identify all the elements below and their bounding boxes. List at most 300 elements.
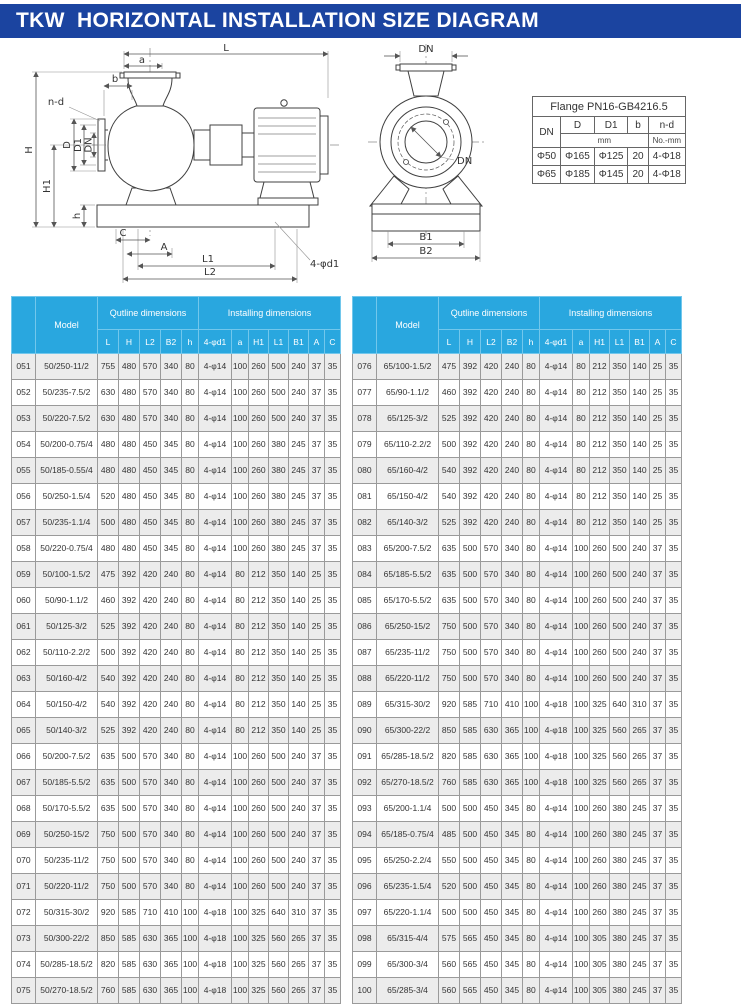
table-row	[533, 148, 686, 166]
table-row	[12, 926, 341, 952]
value-cell: 240	[630, 588, 650, 614]
value-cell: 560	[610, 744, 630, 770]
value-cell: 37	[309, 822, 325, 848]
row-number-cell: 097	[353, 900, 377, 926]
value-cell: 480	[119, 354, 140, 380]
value-cell: 500	[269, 822, 289, 848]
value-cell: 212	[249, 718, 269, 744]
model-cell: 65/235-11/2	[377, 640, 439, 666]
table-row	[353, 796, 682, 822]
value-cell: 212	[590, 484, 610, 510]
group-header-installing: Installing dimensions	[540, 297, 682, 330]
value-cell: 4-φ14	[540, 848, 573, 874]
value-cell: 260	[249, 848, 269, 874]
value-cell: 350	[269, 692, 289, 718]
table-row	[353, 614, 682, 640]
value-cell: 585	[460, 744, 481, 770]
value-cell: 480	[119, 432, 140, 458]
value-cell: 260	[249, 510, 269, 536]
row-number-cell: 085	[353, 588, 377, 614]
value-cell: 345	[161, 484, 182, 510]
table-row	[12, 614, 341, 640]
row-number-cell: 053	[12, 406, 36, 432]
pump-and-motor-outline	[97, 72, 328, 227]
value-cell: 100	[573, 640, 590, 666]
value-cell: 500	[98, 510, 119, 536]
value-cell: 635	[439, 562, 460, 588]
value-cell: 80	[182, 484, 199, 510]
value-cell: 35	[325, 692, 341, 718]
model-cell: 50/160-4/2	[36, 666, 98, 692]
col-header-L2: L2	[481, 330, 502, 354]
model-cell: 50/90-1.1/2	[36, 588, 98, 614]
dim-label-a: a	[138, 55, 146, 66]
value-cell: 100	[232, 770, 249, 796]
value-cell: 240	[289, 796, 309, 822]
value-cell: 480	[119, 458, 140, 484]
value-cell: 35	[325, 484, 341, 510]
value-cell: 585	[119, 978, 140, 1004]
value-cell: 350	[269, 562, 289, 588]
value-cell: 380	[610, 926, 630, 952]
value-cell: 35	[666, 640, 682, 666]
row-number-cell: Φ65	[533, 166, 561, 184]
value-cell: 4-φ14	[540, 354, 573, 380]
value-cell: 35	[325, 614, 341, 640]
value-cell: 820	[98, 952, 119, 978]
model-cell: 50/140-3/2	[36, 718, 98, 744]
value-cell: 100	[573, 926, 590, 952]
value-cell: 260	[249, 770, 269, 796]
spec-table-right-body	[353, 354, 682, 1004]
col-header-L: L	[439, 330, 460, 354]
table-row	[353, 952, 682, 978]
value-cell: 25	[650, 458, 666, 484]
value-cell: 450	[140, 536, 161, 562]
table-row	[353, 406, 682, 432]
model-cell: 65/220-11/2	[377, 666, 439, 692]
value-cell: 140	[630, 354, 650, 380]
value-cell: 100	[523, 770, 540, 796]
table-row	[353, 510, 682, 536]
value-cell: 392	[460, 484, 481, 510]
value-cell: 570	[140, 744, 161, 770]
value-cell: 635	[439, 536, 460, 562]
value-cell: 340	[161, 796, 182, 822]
value-cell: 585	[460, 770, 481, 796]
row-number-cell: 055	[12, 458, 36, 484]
value-cell: 37	[650, 588, 666, 614]
value-cell: 4-φ14	[540, 380, 573, 406]
value-cell: 80	[573, 510, 590, 536]
value-cell: 35	[325, 718, 341, 744]
col-header-B2: B2	[161, 330, 182, 354]
row-number-cell: 068	[12, 796, 36, 822]
value-cell: 25	[309, 692, 325, 718]
value-cell: 420	[481, 380, 502, 406]
value-cell: 570	[481, 562, 502, 588]
value-cell: 345	[161, 432, 182, 458]
value-cell: 570	[140, 770, 161, 796]
row-number-cell: 078	[353, 406, 377, 432]
value-cell: 450	[481, 848, 502, 874]
value-cell: 80	[523, 640, 540, 666]
col-header-B1: B1	[630, 330, 650, 354]
value-cell: 500	[269, 354, 289, 380]
value-cell: 750	[439, 614, 460, 640]
value-cell: 630	[481, 718, 502, 744]
row-number-cell: 065	[12, 718, 36, 744]
value-cell: 500	[269, 874, 289, 900]
value-cell: 35	[666, 744, 682, 770]
value-cell: 305	[590, 978, 610, 1004]
value-cell: 240	[289, 848, 309, 874]
value-cell: 100	[232, 484, 249, 510]
value-cell: 450	[481, 900, 502, 926]
value-cell: 392	[460, 354, 481, 380]
model-cell: 50/170-5.5/2	[36, 796, 98, 822]
model-cell: 50/150-4/2	[36, 692, 98, 718]
dim-label-L: L	[223, 43, 229, 54]
value-cell: 4-φ14	[540, 432, 573, 458]
row-number-cell: Φ50	[533, 148, 561, 166]
value-cell: 35	[666, 822, 682, 848]
suction-pipe	[128, 78, 172, 106]
value-cell: 245	[289, 536, 309, 562]
value-cell: 500	[119, 744, 140, 770]
table-row	[353, 926, 682, 952]
value-cell: 630	[140, 952, 161, 978]
value-cell: 450	[140, 458, 161, 484]
value-cell: Φ145	[594, 166, 628, 184]
value-cell: 100	[573, 588, 590, 614]
value-cell: 245	[630, 822, 650, 848]
value-cell: 80	[523, 432, 540, 458]
table-row	[353, 848, 682, 874]
value-cell: 240	[289, 406, 309, 432]
pump-side-view-drawing	[12, 40, 357, 288]
value-cell: 260	[590, 848, 610, 874]
value-cell: 380	[269, 432, 289, 458]
value-cell: 345	[161, 536, 182, 562]
value-cell: 565	[460, 926, 481, 952]
value-cell: 350	[269, 588, 289, 614]
value-cell: 35	[325, 978, 341, 1004]
row-number-cell: 075	[12, 978, 36, 1004]
value-cell: 100	[232, 744, 249, 770]
col-header-H1: H1	[249, 330, 269, 354]
table-row	[353, 640, 682, 666]
row-number-cell: 089	[353, 692, 377, 718]
col-header-4-d1: 4-φd1	[540, 330, 573, 354]
bearing-frame	[194, 130, 210, 160]
table-row	[353, 536, 682, 562]
value-cell: 450	[481, 978, 502, 1004]
value-cell: 500	[610, 666, 630, 692]
value-cell: 37	[309, 536, 325, 562]
value-cell: 340	[502, 536, 523, 562]
value-cell: 392	[460, 380, 481, 406]
value-cell: 245	[289, 510, 309, 536]
value-cell: 25	[309, 666, 325, 692]
value-cell: 37	[309, 796, 325, 822]
value-cell: 325	[249, 926, 269, 952]
value-cell: 570	[140, 406, 161, 432]
value-cell: 80	[182, 718, 199, 744]
value-cell: 37	[309, 458, 325, 484]
value-cell: 4-φ18	[199, 952, 232, 978]
value-cell: 345	[502, 900, 523, 926]
value-cell: 100	[523, 718, 540, 744]
value-cell: 100	[232, 432, 249, 458]
value-cell: 500	[439, 900, 460, 926]
value-cell: 25	[309, 718, 325, 744]
value-cell: 380	[610, 822, 630, 848]
value-cell: 100	[573, 536, 590, 562]
value-cell: 35	[666, 354, 682, 380]
row-number-cell: 052	[12, 380, 36, 406]
value-cell: 4-φ14	[540, 484, 573, 510]
value-cell: 80	[182, 770, 199, 796]
flange-col-D1: D1	[594, 117, 628, 134]
table-row	[353, 432, 682, 458]
value-cell: 80	[182, 796, 199, 822]
value-cell: 140	[630, 458, 650, 484]
value-cell: 392	[460, 510, 481, 536]
value-cell: 380	[269, 484, 289, 510]
value-cell: 630	[481, 770, 502, 796]
row-number-cell: 071	[12, 874, 36, 900]
suction-flange	[124, 72, 176, 78]
value-cell: 37	[650, 692, 666, 718]
value-cell: 760	[98, 978, 119, 1004]
value-cell: 240	[289, 354, 309, 380]
value-cell: 345	[161, 458, 182, 484]
value-cell: 500	[460, 614, 481, 640]
value-cell: 37	[309, 484, 325, 510]
value-cell: 420	[140, 718, 161, 744]
value-cell: 212	[249, 666, 269, 692]
value-cell: 260	[590, 614, 610, 640]
value-cell: 80	[523, 952, 540, 978]
table-row	[12, 484, 341, 510]
value-cell: 340	[161, 822, 182, 848]
row-number-cell: 054	[12, 432, 36, 458]
value-cell: 240	[161, 692, 182, 718]
value-cell: 500	[439, 796, 460, 822]
value-cell: 35	[325, 952, 341, 978]
value-cell: 570	[140, 822, 161, 848]
model-cell: 65/125-3/2	[377, 406, 439, 432]
value-cell: 480	[119, 484, 140, 510]
table-row	[12, 432, 341, 458]
value-cell: 420	[140, 614, 161, 640]
row-number-cell: 091	[353, 744, 377, 770]
model-cell: 65/150-4/2	[377, 484, 439, 510]
value-cell: 750	[98, 848, 119, 874]
value-cell: 500	[610, 588, 630, 614]
value-cell: 25	[650, 432, 666, 458]
row-number-cell: 058	[12, 536, 36, 562]
row-number-cell: 060	[12, 588, 36, 614]
value-cell: 80	[523, 510, 540, 536]
col-header-index	[353, 297, 377, 354]
row-number-cell: 094	[353, 822, 377, 848]
value-cell: 4-φ18	[199, 978, 232, 1004]
value-cell: 392	[119, 718, 140, 744]
value-cell: 520	[439, 874, 460, 900]
value-cell: 212	[590, 354, 610, 380]
value-cell: 100	[573, 666, 590, 692]
col-header-a: a	[573, 330, 590, 354]
value-cell: 525	[98, 718, 119, 744]
value-cell: 35	[325, 354, 341, 380]
value-cell: 392	[119, 614, 140, 640]
value-cell: 4-φ14	[540, 978, 573, 1004]
value-cell: 420	[140, 588, 161, 614]
value-cell: 570	[140, 380, 161, 406]
value-cell: 450	[481, 822, 502, 848]
value-cell: 37	[650, 796, 666, 822]
value-cell: 260	[590, 874, 610, 900]
value-cell: 25	[309, 640, 325, 666]
pump-front-outline	[370, 64, 482, 231]
value-cell: 4-φ14	[540, 952, 573, 978]
value-cell: 640	[610, 692, 630, 718]
value-cell: 450	[481, 796, 502, 822]
value-cell: 37	[650, 770, 666, 796]
table-row	[12, 536, 341, 562]
value-cell: 500	[460, 562, 481, 588]
value-cell: 350	[269, 640, 289, 666]
table-row	[12, 796, 341, 822]
flange-col-b: b	[628, 117, 648, 134]
table-row	[12, 952, 341, 978]
value-cell: 420	[140, 640, 161, 666]
row-number-cell: 057	[12, 510, 36, 536]
value-cell: 25	[650, 354, 666, 380]
value-cell: 500	[269, 380, 289, 406]
value-cell: 100	[232, 458, 249, 484]
value-cell: 80	[573, 380, 590, 406]
value-cell: 420	[140, 692, 161, 718]
value-cell: 25	[650, 484, 666, 510]
dim-label-n-d: n-d	[47, 97, 65, 108]
value-cell: 240	[161, 588, 182, 614]
value-cell: 630	[98, 380, 119, 406]
value-cell: 560	[439, 978, 460, 1004]
value-cell: 585	[119, 900, 140, 926]
value-cell: 540	[439, 458, 460, 484]
value-cell: 260	[249, 432, 269, 458]
model-cell: 50/220-7.5/2	[36, 406, 98, 432]
value-cell: 35	[325, 848, 341, 874]
value-cell: 750	[98, 822, 119, 848]
value-cell: 920	[98, 900, 119, 926]
table-row	[12, 900, 341, 926]
value-cell: 80	[182, 640, 199, 666]
col-header-A: A	[650, 330, 666, 354]
value-cell: 240	[502, 484, 523, 510]
value-cell: 550	[439, 848, 460, 874]
value-cell: 450	[140, 484, 161, 510]
value-cell: 240	[502, 380, 523, 406]
value-cell: 4-φ14	[199, 744, 232, 770]
value-cell: 750	[439, 640, 460, 666]
value-cell: 4-φ14	[540, 536, 573, 562]
value-cell: 345	[502, 952, 523, 978]
value-cell: 520	[98, 484, 119, 510]
value-cell: 570	[481, 666, 502, 692]
col-header-model: Model	[377, 297, 439, 354]
row-number-cell: 064	[12, 692, 36, 718]
value-cell: 500	[269, 744, 289, 770]
value-cell: 35	[325, 536, 341, 562]
value-cell: 850	[439, 718, 460, 744]
value-cell: 380	[269, 458, 289, 484]
value-cell: 37	[309, 926, 325, 952]
value-cell: 100	[232, 900, 249, 926]
value-cell: 140	[630, 432, 650, 458]
value-cell: 260	[249, 458, 269, 484]
model-cell: 65/170-5.5/2	[377, 588, 439, 614]
value-cell: 540	[439, 484, 460, 510]
value-cell: 380	[610, 796, 630, 822]
value-cell: 340	[502, 588, 523, 614]
value-cell: 4-φ14	[199, 458, 232, 484]
row-number-cell: 092	[353, 770, 377, 796]
model-cell: Φ165	[561, 148, 595, 166]
value-cell: 35	[666, 848, 682, 874]
value-cell: 37	[309, 510, 325, 536]
value-cell: 37	[309, 978, 325, 1004]
value-cell: 4-φ14	[540, 562, 573, 588]
value-cell: 80	[573, 458, 590, 484]
value-cell: 240	[630, 614, 650, 640]
value-cell: 35	[666, 614, 682, 640]
value-cell: 4-φ14	[199, 432, 232, 458]
dim-label-DN-top: DN	[418, 44, 434, 55]
value-cell: 420	[481, 484, 502, 510]
value-cell: 212	[249, 614, 269, 640]
value-cell: 560	[610, 770, 630, 796]
value-cell: 265	[630, 744, 650, 770]
table-row	[12, 510, 341, 536]
value-cell: 4-φ14	[199, 510, 232, 536]
value-cell: 240	[630, 666, 650, 692]
value-cell: 80	[523, 978, 540, 1004]
value-cell: 4-φ14	[540, 822, 573, 848]
value-cell: 25	[309, 588, 325, 614]
value-cell: 310	[289, 900, 309, 926]
model-cell: 50/220-0.75/4	[36, 536, 98, 562]
model-cell: 65/140-3/2	[377, 510, 439, 536]
value-cell: 4-φ14	[199, 614, 232, 640]
value-cell: 350	[610, 406, 630, 432]
value-cell: 500	[460, 588, 481, 614]
row-number-cell: 067	[12, 770, 36, 796]
value-cell: 80	[232, 640, 249, 666]
volute-casing	[108, 106, 194, 191]
value-cell: 4-φ14	[199, 380, 232, 406]
table-row	[353, 354, 682, 380]
model-cell: 65/315-30/2	[377, 692, 439, 718]
value-cell: 755	[98, 354, 119, 380]
row-number-cell: 074	[12, 952, 36, 978]
value-cell: 4-φ14	[199, 640, 232, 666]
value-cell: 35	[666, 406, 682, 432]
table-row	[353, 718, 682, 744]
